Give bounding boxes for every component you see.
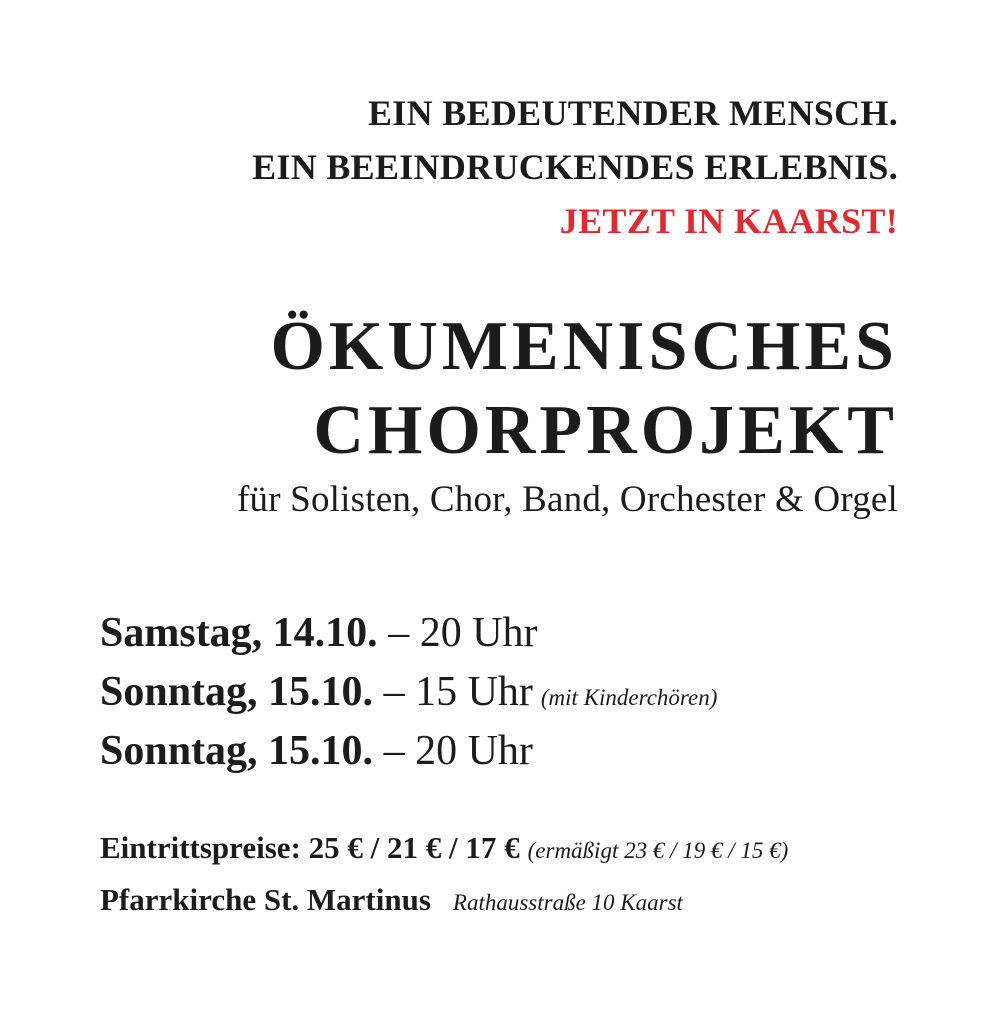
venue-address: Rathausstraße 10 Kaarst (452, 890, 683, 915)
date-time: – 15 Uhr (373, 669, 533, 715)
date-row (100, 663, 717, 722)
title-line-1: ÖKUMENISCHES (270, 308, 898, 385)
dates-list (100, 604, 717, 781)
date-day: Samstag, 14.10. (100, 610, 378, 656)
date-time: – 20 Uhr (377, 610, 538, 656)
date-row (100, 722, 717, 781)
prices-label: Eintrittspreise: 25 € / 21 € / 17 € (100, 830, 520, 865)
prices-row (100, 822, 788, 874)
date-row (100, 604, 717, 663)
tagline-line-2: EIN BEEINDRUCKENDES ERLEBNIS. (252, 147, 898, 187)
venue-row (100, 874, 788, 926)
event-info (100, 822, 788, 926)
date-day: Sonntag, 15.10. (100, 669, 374, 715)
date-note: (mit Kinderchören) (540, 685, 718, 710)
prices-reduced: (ermäßigt 23 € / 19 € / 15 €) (527, 838, 789, 863)
tagline-line-3: JETZT IN KAARST! (559, 201, 898, 241)
date-day: Sonntag, 15.10. (100, 728, 374, 774)
subtitle: für Solisten, Chor, Band, Orchester & Orgel (236, 479, 898, 520)
date-time: – 20 Uhr (373, 728, 533, 774)
page-title (270, 305, 898, 473)
title-line-2: CHORPROJEKT (313, 392, 898, 469)
tagline-line-1: EIN BEDEUTENDER MENSCH. (368, 93, 898, 133)
tagline (252, 86, 898, 248)
venue-name: Pfarrkirche St. Martinus (100, 882, 431, 917)
